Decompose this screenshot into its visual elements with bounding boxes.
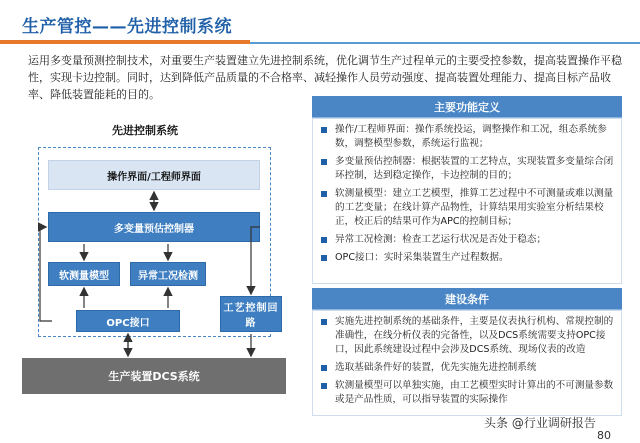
square-bullet-icon (321, 237, 327, 243)
conditions-panel (312, 310, 622, 416)
title-divider-accent (0, 40, 250, 44)
watermark-text: 头条 @行业调研报告 (484, 416, 596, 430)
square-bullet-icon (321, 159, 327, 165)
page-title: 生产管控——先进控制系统 (22, 17, 232, 37)
list-item: 实施先进控制系统的基础条件，主要是仪表执行机构、常规控制的准确性，在线分析仪表的完备性，以及DCS系统需要支持OPC接口，因此系统建设过程中会涉及DCS系统、现场仪表的改造 (321, 315, 615, 357)
conditions-heading: 建设条件 (312, 288, 622, 310)
functions-panel (312, 118, 622, 284)
list-item: 选取基础条件好的装置，优先实施先进控制系统 (321, 361, 615, 375)
operator-interface-block: 操作界面/工程师界面 (48, 160, 260, 190)
list-item: 软测量模型可以单独实施，由工艺模型实时计算出的不可测量参数或是产品性质，可以指导装置的实际操作 (321, 379, 615, 407)
diagram-title: 先进控制系统 (112, 124, 178, 137)
list-item: 软测量模型：建立工艺模型，推算工艺过程中不可测量或难以测量的工艺变量；在线计算产品物性，计算结果用实验室分析结果校正，校正后的结果可作为APC的控制目标； (321, 187, 615, 229)
square-bullet-icon (321, 255, 327, 261)
mpc-controller-block: 多变量预估控制器 (48, 212, 260, 242)
list-item: 多变量预估控制器：根据装置的工艺特点，实现装置多变量综合闭环控制，达到稳定操作，卡边控制的目的； (321, 155, 615, 183)
opc-block: OPC接口 (76, 310, 180, 332)
square-bullet-icon (321, 319, 327, 325)
list-item: 操作/工程师界面：操作系统投运，调整操作和工况，组态系统参数，调整模型参数，系统运行监视； (321, 123, 615, 151)
process-loop-block: 工艺控制回路 (220, 296, 282, 332)
square-bullet-icon (321, 127, 327, 133)
page-number: 80 (597, 429, 611, 442)
abnormal-detect-block: 异常工况检测 (130, 262, 206, 286)
soft-sensor-block: 软测量模型 (48, 262, 120, 286)
square-bullet-icon (321, 191, 327, 197)
square-bullet-icon (321, 383, 327, 389)
intro-paragraph: 运用多变量预测控制技术，对重要生产装置建立先进控制系统，优化调节生产过程单元的主要受控参数，提高装置操作平稳性，实现卡边控制。同时，达到降低产品质量的不合格率、减轻操作人员劳动强度、提高装置处理能力、提高目标产品收率、降低装置能耗的目的。 (28, 54, 622, 101)
functions-heading: 主要功能定义 (312, 96, 622, 118)
dcs-block: 生产装置DCS系统 (22, 358, 286, 394)
list-item: OPC接口：实时采集装置生产过程数据。 (321, 251, 615, 265)
list-item: 异常工况检测：检查工艺运行状况是否处于稳态； (321, 233, 615, 247)
square-bullet-icon (321, 365, 327, 371)
